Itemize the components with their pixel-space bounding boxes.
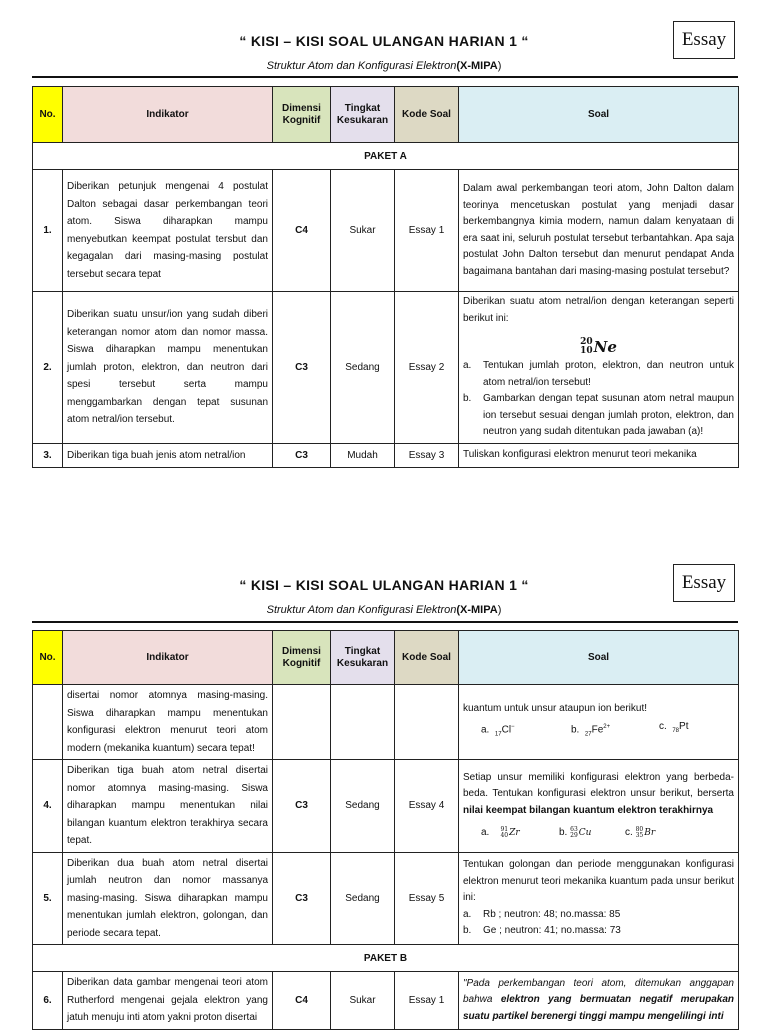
soal-text: Setiap unsur memiliki konfigurasi elektron yang berbeda-beda. Tentukan konfigurasi elektron unsur berikut, berserta bbox=[463, 771, 734, 800]
tingkat-cell: Mudah bbox=[331, 444, 395, 468]
soal-bold-text: elektron yang bermuatan negatif merupakan suatu partikel berenergi tinggi mampu mengelilingi inti bbox=[463, 994, 734, 1022]
dimensi-cell: C3 bbox=[273, 852, 331, 945]
col-no: No. bbox=[33, 631, 63, 685]
tingkat-cell: Sedang bbox=[331, 292, 395, 444]
soal-cell: Dalam awal perkembangan teori atom, John Dalton dalam teorinya mencetuskan postulat yang menjadi dasar berkembangnya kimia modern, namun dalam kenyataan di era saat ini, seluruh postulat tersebut terbantahkan. Apa saja postulat John Dalton tersebut dan menurut pendapat Anda bagaimana bantahan dari masing-masing postulat tersebut? bbox=[459, 170, 739, 292]
tingkat-cell: Sukar bbox=[331, 170, 395, 292]
kode-cell: Essay 3 bbox=[395, 444, 459, 468]
tingkat-cell: Sukar bbox=[331, 972, 395, 1030]
option-c: c. $_{78}$Pt bbox=[659, 721, 689, 735]
kode-cell: Essay 2 bbox=[395, 292, 459, 444]
kode-cell: Essay 5 bbox=[395, 852, 459, 945]
row-number: 5. bbox=[33, 852, 63, 945]
option-c: c. 80 35 Br bbox=[625, 825, 656, 839]
table-row bbox=[33, 972, 739, 1030]
list-item: a. Tentukan jumlah proton, elektron, dan neutron untuk atom netral/ion tersebut! bbox=[463, 360, 734, 388]
table-header-row bbox=[33, 87, 739, 143]
soal-cell bbox=[459, 972, 739, 1030]
paket-b-label: PAKET B bbox=[33, 945, 739, 972]
option-a: a. $_{17}$Cl− bbox=[481, 724, 515, 738]
indikator-cell: Diberikan suatu unsur/ion yang sudah diberi keterangan nomor atom dan nomor massa. Siswa diharapkan mampu menentukan jumlah proton, elektron, dan neutron dari spesi tersebut serta mampu menggambarkan dengan tepat susunan atom netral/ion tersebut. bbox=[63, 292, 273, 444]
indikator-cell: Diberikan tiga buah atom netral disertai nomor atomnya masing-masing. Siswa diharapkan mampu menentukan nilai bilangan kuantum elektron terakhirya secara tepat. bbox=[63, 760, 273, 853]
row-number: 4. bbox=[33, 760, 63, 853]
kode-cell: Essay 1 bbox=[395, 972, 459, 1030]
essay-label-box: Essay bbox=[673, 21, 735, 59]
indikator-cell: Diberikan data gambar mengenai teori atom Rutherford mengenai gejala elektron yang jatuh menuju inti atom yakni proton disertai bbox=[63, 972, 273, 1030]
soal-intro: Tentukan golongan dan periode menggunakan konfigurasi elektron menurut teori mekanika kuantum pada unsur berikut ini: bbox=[463, 859, 734, 903]
dimensi-cell: C4 bbox=[273, 972, 331, 1030]
col-soal: Soal bbox=[459, 87, 739, 143]
subtitle-class: (X-MIPA bbox=[456, 604, 498, 616]
subtitle-topic: Struktur Atom dan Konfigurasi Elektron bbox=[266, 604, 457, 616]
soal-cell bbox=[459, 852, 739, 945]
indikator-cell: Diberikan tiga buah jenis atom netral/ion bbox=[63, 444, 273, 468]
table-row bbox=[33, 170, 739, 292]
dimensi-cell: C3 bbox=[273, 760, 331, 853]
option-b: b. $_{27}Fe^{2+}$ bbox=[571, 724, 611, 738]
subtitle-class: (X-MIPA bbox=[456, 60, 498, 72]
table-row bbox=[33, 444, 739, 468]
option-a: a. 91 40 Zr bbox=[481, 825, 520, 839]
soal-cell bbox=[459, 685, 739, 760]
soal-italic-text: "Pada perkembangan teori atom, ditemukan anggapan bahwa bbox=[463, 977, 734, 1005]
row-number: 2. bbox=[33, 292, 63, 444]
col-no: No. bbox=[33, 87, 63, 143]
dimensi-cell: C3 bbox=[273, 444, 331, 468]
page-title: “ KISI – KISI SOAL ULANGAN HARIAN 1 “ bbox=[239, 33, 529, 49]
header-rule bbox=[32, 76, 738, 78]
list-item: b. Gambarkan dengan tepat susunan atom netral maupun ion tersebut sesuai dengan jumlah proton, elektron, dan neutron yang sudah ditentukan pada jawaban (a)! bbox=[463, 393, 734, 438]
ion-options bbox=[463, 719, 734, 743]
soal-intro: Diberikan suatu atom netral/ion dengan keterangan seperti berikut ini: bbox=[463, 296, 734, 324]
subtitle-close: ) bbox=[497, 604, 502, 616]
table-row bbox=[33, 685, 739, 760]
soal-items bbox=[463, 907, 734, 940]
neon-formula: 20 10 Ne bbox=[580, 337, 617, 357]
paket-a-row bbox=[33, 143, 739, 170]
isotope-options bbox=[463, 825, 734, 842]
col-kode-soal: Kode Soal bbox=[395, 631, 459, 685]
document-page-2 bbox=[0, 548, 768, 1024]
tingkat-cell: Sedang bbox=[331, 760, 395, 853]
soal-text: kuantum untuk unsur ataupun ion berikut! bbox=[463, 702, 648, 714]
row-number: 3. bbox=[33, 444, 63, 468]
soal-cell: Tuliskan konfigurasi elektron menurut teori mekanika bbox=[459, 444, 739, 468]
col-indikator: Indikator bbox=[63, 87, 273, 143]
kisi-table-1 bbox=[32, 86, 739, 468]
kode-cell: Essay 4 bbox=[395, 760, 459, 853]
table-row bbox=[33, 760, 739, 853]
table-header-row bbox=[33, 631, 739, 685]
essay-label-box: Essay bbox=[673, 564, 735, 602]
col-kode-soal: Kode Soal bbox=[395, 87, 459, 143]
indikator-cell: Diberikan petunjuk mengenai 4 postulat Dalton sebagai dasar perkembangan teori atom. Siswa diharapkan mampu menyebutkan keempat postulat tersbut dan kegagalan dari masing-masing postulat tersebut secara tepat bbox=[63, 170, 273, 292]
soal-items bbox=[463, 358, 734, 441]
dimensi-cell bbox=[273, 685, 331, 760]
page-title: “ KISI – KISI SOAL ULANGAN HARIAN 1 “ bbox=[239, 577, 529, 593]
paket-a-label: PAKET A bbox=[33, 143, 739, 170]
dimensi-cell: C3 bbox=[273, 292, 331, 444]
col-dimensi: Dimensi Kognitif bbox=[273, 87, 331, 143]
paket-b-row bbox=[33, 945, 739, 972]
col-indikator: Indikator bbox=[63, 631, 273, 685]
col-dimensi: Dimensi Kognitif bbox=[273, 631, 331, 685]
document-page-1 bbox=[0, 0, 768, 480]
kisi-table-2 bbox=[32, 630, 739, 1030]
page-gap bbox=[0, 480, 768, 548]
subtitle-close: ) bbox=[497, 60, 502, 72]
list-item: b. Ge ; neutron: 41; no.massa: 73 bbox=[463, 925, 621, 936]
row-number: 6. bbox=[33, 972, 63, 1030]
page-subtitle bbox=[0, 604, 768, 616]
col-tingkat: Tingkat Kesukaran bbox=[331, 87, 395, 143]
tingkat-cell bbox=[331, 685, 395, 760]
header-rule bbox=[32, 621, 738, 623]
indikator-cell: disertai nomor atomnya masing-masing. Siswa diharapkan mampu menentukan konfigurasi elektron menurut teori atom modern (mekanika kuantum) secara tepat! bbox=[63, 685, 273, 760]
kode-cell: Essay 1 bbox=[395, 170, 459, 292]
kode-cell bbox=[395, 685, 459, 760]
row-number: 1. bbox=[33, 170, 63, 292]
table-row bbox=[33, 852, 739, 945]
subtitle-topic: Struktur Atom dan Konfigurasi Elektron bbox=[266, 60, 457, 72]
list-item: a. Rb ; neutron: 48; no.massa: 85 bbox=[463, 908, 621, 920]
page-subtitle bbox=[0, 60, 768, 72]
indikator-cell: Diberikan dua buah atom netral disertai jumlah neutron dan nomor massanya masing-masing. Siswa diharapkan mampu menentukan jumlah elektron, golongan, dan periode secara tepat. bbox=[63, 852, 273, 945]
soal-cell bbox=[459, 292, 739, 444]
table-row bbox=[33, 292, 739, 444]
tingkat-cell: Sedang bbox=[331, 852, 395, 945]
dimensi-cell: C4 bbox=[273, 170, 331, 292]
soal-bold-text: nilai keempat bilangan kuantum elektron terakhirnya bbox=[463, 804, 714, 816]
row-number bbox=[33, 685, 63, 760]
col-soal: Soal bbox=[459, 631, 739, 685]
option-b: b. 63 29 Cu bbox=[559, 825, 592, 839]
col-tingkat: Tingkat Kesukaran bbox=[331, 631, 395, 685]
soal-cell bbox=[459, 760, 739, 853]
